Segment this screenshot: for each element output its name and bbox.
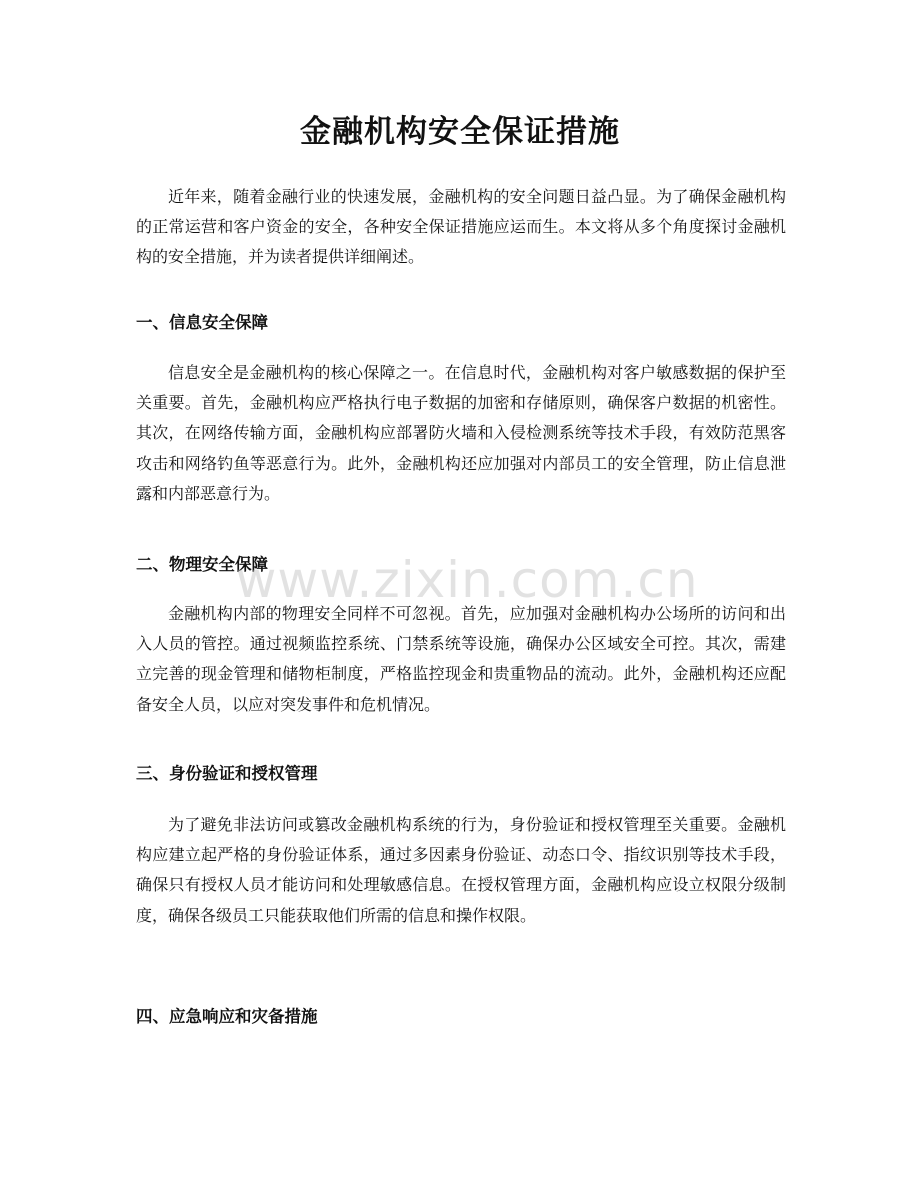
intro-paragraph: 近年来，随着金融行业的快速发展，金融机构的安全问题日益凸显。为了确保金融机构的正常运营和客户资金的安全，各种安全保证措施应运而生。本文将从多个角度探讨金融机构的安全措施，并为读者提供详细阐述。 bbox=[136, 187, 786, 267]
section-heading-1-block bbox=[136, 311, 786, 335]
section-heading: 四、应急响应和灾备措施 bbox=[136, 1007, 318, 1026]
section-heading: 二、物理安全保障 bbox=[136, 555, 268, 574]
section-heading-2-block bbox=[136, 553, 786, 577]
section-paragraph: 信息安全是金融机构的核心保障之一。在信息时代，金融机构对客户敏感数据的保护至关重要。首先，金融机构应严格执行电子数据的加密和存储原则，确保客户数据的机密性。其次，在网络传输方面，金融机构应部署防火墙和入侵检测系统等技术手段，有效防范黑客攻击和网络钓鱼等恶意行为。此外，金融机构还应加强对内部员工的安全管理，防止信息泄露和内部恶意行为。 bbox=[136, 363, 786, 503]
section-paragraph: 金融机构内部的物理安全同样不可忽视。首先，应加强对金融机构办公场所的访问和出入人员的管控。通过视频监控系统、门禁系统等设施，确保办公区域安全可控。其次，需建立完善的现金管理和储物柜制度，严格监控现金和贵重物品的流动。此外，金融机构还应配备安全人员，以应对突发事件和危机情况。 bbox=[136, 604, 786, 714]
watermark: www.zixin.com.cn bbox=[235, 551, 699, 609]
section-body-1-block bbox=[136, 358, 786, 509]
document-title: 金融机构安全保证措施 bbox=[300, 114, 620, 150]
section-heading-4-block bbox=[136, 1005, 786, 1029]
section-heading: 一、信息安全保障 bbox=[136, 313, 268, 332]
section-heading-3-block bbox=[136, 762, 786, 786]
section-heading: 三、身份验证和授权管理 bbox=[136, 764, 318, 783]
intro-block bbox=[136, 182, 786, 273]
section-body-2-block bbox=[136, 599, 786, 720]
section-paragraph: 为了避免非法访问或篡改金融机构系统的行为，身份验证和授权管理至关重要。金融机构应建立起严格的身份验证体系，通过多因素身份验证、动态口令、指纹识别等技术手段，确保只有授权人员才能访问和处理敏感信息。在授权管理方面，金融机构应设立权限分级制度，确保各级员工只能获取他们所需的信息和操作权限。 bbox=[136, 815, 786, 925]
section-body-3-block bbox=[136, 810, 786, 931]
